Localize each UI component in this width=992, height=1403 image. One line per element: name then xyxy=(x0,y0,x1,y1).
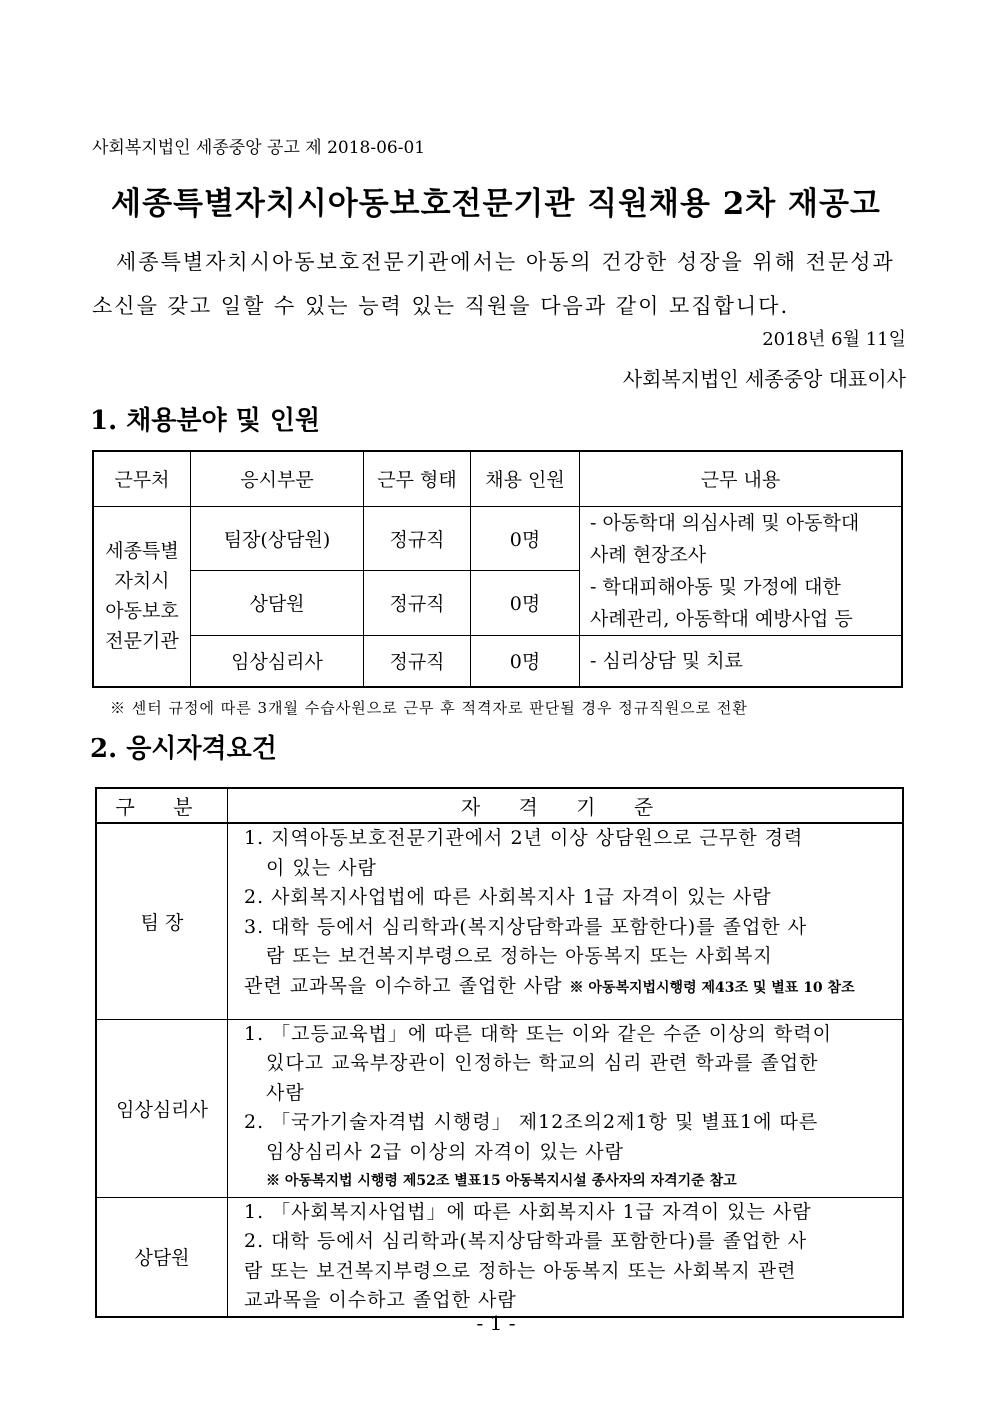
table-row xyxy=(93,506,902,571)
duty-cell: - 아동학대 의심사례 및 아동학대 사례 현장조사 - 학대피해아동 및 가정에 대한 사례관리, 아동학대 예방사업 등 xyxy=(580,506,903,635)
count-cell: 0명 xyxy=(471,571,580,636)
table-row xyxy=(96,1197,903,1317)
type-cell: 정규직 xyxy=(364,571,471,636)
position-cell: 팀장(상담원) xyxy=(191,506,364,571)
table-row xyxy=(96,823,903,1019)
section-2-heading: 2. 응시자격요건 xyxy=(90,734,277,764)
category-cell: 상담원 xyxy=(96,1197,228,1317)
announcement-date: 2018년 6월 11일 xyxy=(762,329,906,350)
issuer: 사회복지법인 세종중앙 대표이사 xyxy=(622,367,906,391)
col-duty: 근무 내용 xyxy=(580,451,903,506)
count-cell: 0명 xyxy=(471,635,580,687)
type-cell: 정규직 xyxy=(364,506,471,571)
col-count: 채용 인원 xyxy=(471,451,580,506)
qualification-table xyxy=(95,787,904,1318)
page-number: - 1 - xyxy=(476,1311,516,1335)
recruitment-table xyxy=(92,450,903,688)
criteria-cell: 1. 「사회복지사업법」에 따른 사회복지사 1급 자격이 있는 사람 2. 대학 등에서 심리학과(복지상담학과를 포함한다)를 졸업한 사 람 또는 보건복지부령으로 정하는 아동복지 또는 사회복지 관련 교과목을 이수하고 졸업한 사람 xyxy=(228,1197,904,1317)
notice-number: 사회복지법인 세종중앙 공고 제 2018-06-01 xyxy=(92,138,426,158)
position-cell: 상담원 xyxy=(191,571,364,636)
col-criteria: 자 격 기 준 xyxy=(228,788,904,823)
criteria-cell: 1. 「고등교육법」에 따른 대학 또는 이와 같은 수준 이상의 학력이 있다고 교육부장관이 인정하는 학교의 심리 관련 학과를 졸업한 사람 2. 「국가기술자격법 시행령」 제12조의2제1항 및 별표1에 따른 임상심리사 2급 이상의 자격이 있는 사람 ※ 아동복지법 시행령 제52조 별표15 아동복지시설 종사자의 자격기준 참고 xyxy=(228,1019,904,1197)
col-category: 구 분 xyxy=(96,788,228,823)
table-header-row xyxy=(93,451,902,506)
document-title: 세종특별자치시아동보호전문기관 직원채용 2차 재공고 xyxy=(111,186,881,222)
table-header-row xyxy=(96,788,903,823)
criteria-note: ※ 아동복지법 시행령 제52조 별표15 아동복지시설 종사자의 자격기준 참고 xyxy=(266,1173,737,1189)
category-cell: 팀 장 xyxy=(96,823,228,1019)
section-1-heading: 1. 채용분야 및 인원 xyxy=(90,406,321,436)
col-workplace: 근무처 xyxy=(93,451,191,506)
criteria-cell: 1. 지역아동보호전문기관에서 2년 이상 상담원으로 근무한 경력 이 있는 사람 2. 사회복지사업법에 따른 사회복지사 1급 자격이 있는 사람 3. 대학 등에서 심리학과(복지상담학과를 포함한다)를 졸업한 사 람 또는 보건복지부령으로 정하는 아동복지 또는 사회복지 관련 교과목을 이수하고 졸업한 사람 ※ 아동복지법시행령 제43조 및 별표 10 참조 xyxy=(228,823,904,1019)
intro-line-2: 소신을 갖고 일할 수 있는 능력 있는 직원을 다음과 같이 모집합니다. xyxy=(92,294,790,318)
probation-note: ※ 센터 규정에 따른 3개월 수습사원으로 근무 후 적격자로 판단될 경우 정규직원으로 전환 xyxy=(110,699,748,717)
col-type: 근무 형태 xyxy=(364,451,471,506)
type-cell: 정규직 xyxy=(364,635,471,687)
col-position: 응시부문 xyxy=(191,451,364,506)
criteria-note: ※ 아동복지법시행령 제43조 및 별표 10 참조 xyxy=(569,979,855,996)
position-cell: 임상심리사 xyxy=(191,635,364,687)
table-row xyxy=(96,1019,903,1197)
duty-cell: - 심리상담 및 치료 xyxy=(580,635,903,687)
count-cell: 0명 xyxy=(471,506,580,571)
category-cell: 임상심리사 xyxy=(96,1019,228,1197)
intro-paragraph xyxy=(92,240,908,328)
intro-line-1: 세종특별자치시아동보호전문기관에서는 아동의 건강한 성장을 위해 전문성과 xyxy=(116,250,895,274)
workplace-cell: 세종특별 자치시 아동보호 전문기관 xyxy=(93,506,191,687)
table-row xyxy=(93,635,902,687)
